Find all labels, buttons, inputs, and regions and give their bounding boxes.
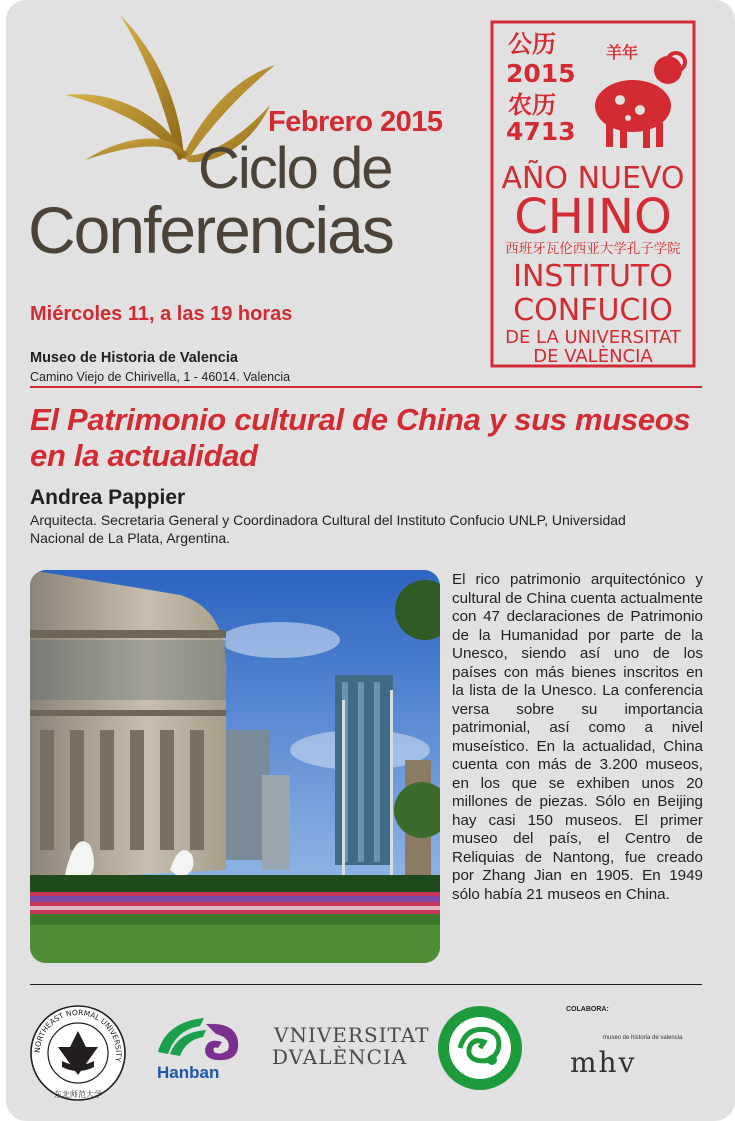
- event-venue: Museo de Historia de Valencia: [30, 350, 238, 366]
- confucius-institute-logo: [436, 1004, 524, 1092]
- stamp-institute-line2: CONFUCIO: [513, 293, 673, 328]
- nenu-ring-text: NORTHEAST NORMAL UNIVERSITY: [32, 1007, 124, 1063]
- stamp-lunar-year: 4713: [506, 117, 576, 146]
- stamp-institute-line1: INSTITUTO: [513, 259, 673, 294]
- speaker-name: Andrea Pappier: [30, 486, 186, 509]
- stamp-new-year-line1: AÑO NUEVO: [501, 161, 685, 196]
- stamp-gregorian-year: 2015: [506, 59, 576, 88]
- series-title-line2: Conferencias: [28, 193, 393, 267]
- mhv-small-text: museo de historia de valencia: [603, 1035, 683, 1041]
- speaker-bio: Arquitecta. Secretaria General y Coordinadora Cultural del Instituto Confucio UNLP, Universidad Nacional de La Plata, Argentina.: [30, 512, 626, 546]
- stamp-gregorian-cn: 公历: [508, 30, 556, 58]
- talk-title: El Patrimonio cultural de China y sus museos en la actualidad: [30, 402, 691, 473]
- hanban-logo: [156, 1012, 246, 1062]
- stamp-new-year-line2: CHINO: [514, 189, 672, 245]
- talk-description: El rico patrimonio arquitectónico y cultural de China cuenta actualmente con 47 declaraciones de Patrimonio de la Humanidad por parte de la Unesco, siendo así uno de los países con más bienes inscritos en la lista de la Unesco. La conferencia versa sobre su importancia patrimonial, así como a nivel museístico. En la actualidad, China cuenta con más de 3.200 museos, en los que se exhiben unos 20 millones de piezas. Sólo en Beijing hay casi 150 museos. El primer museo del país, el Centro de Reliquias de Nantong, fue creado por Zhang Jian en 1905. En 1949 sólo había 21 museos en China.: [452, 571, 703, 903]
- nenu-logo: [28, 1003, 128, 1103]
- nenu-cn-text: 东北师范大学: [54, 1090, 102, 1099]
- stamp-institute-line3: DE LA UNIVERSITAT: [505, 327, 681, 348]
- goat-icon: [595, 53, 685, 148]
- event-month: Febrero 2015: [268, 106, 443, 138]
- hanban-label: Hanban: [157, 1063, 220, 1082]
- stamp-goat-year: 羊年: [606, 43, 639, 62]
- chinese-new-year-stamp: [488, 18, 698, 370]
- event-date: Miércoles 11, a las 19 horas: [30, 303, 293, 325]
- series-title-line1: Ciclo de: [198, 136, 392, 201]
- divider: [30, 386, 702, 388]
- stamp-institute-line4: DE VALÈNCIA: [533, 346, 653, 367]
- footer-divider: [30, 984, 702, 985]
- mhv-logo: mhv: [570, 1046, 637, 1079]
- stamp-lunar-cn: 农历: [508, 91, 556, 119]
- stamp-institute-cn: 西班牙瓦伦西亚大学孔子学院: [505, 241, 681, 257]
- event-address: Camino Viejo de Chirivella, 1 - 46014. Valencia: [30, 370, 291, 384]
- museum-photo: [30, 570, 440, 963]
- uv-logo-line1: VNIVERSITAT: [274, 1023, 430, 1047]
- uv-logo-line2: DVALÈNCIA: [272, 1045, 408, 1069]
- colabora-label: COLABORA:: [566, 1006, 609, 1013]
